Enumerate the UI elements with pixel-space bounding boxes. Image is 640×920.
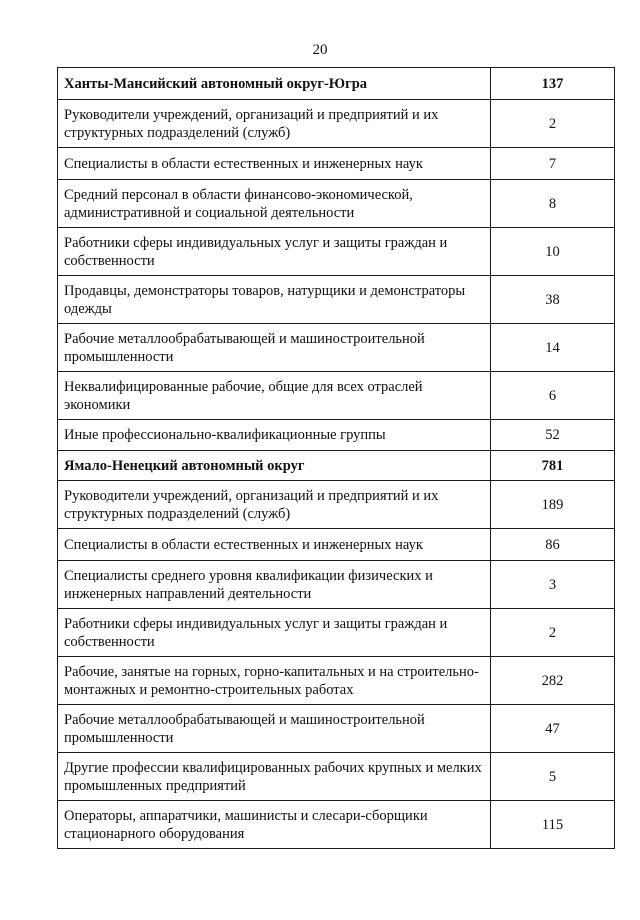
- occupation-count: 5: [491, 753, 615, 801]
- occupation-count: 10: [491, 228, 615, 276]
- occupation-label: Руководители учреждений, организаций и предприятий и их структурных подразделений (служб): [58, 100, 491, 148]
- table-row: [58, 561, 615, 609]
- occupation-count: 7: [491, 148, 615, 180]
- table-row: [58, 148, 615, 180]
- table-row: [58, 276, 615, 324]
- occupation-table: [57, 67, 615, 849]
- table-row: [58, 372, 615, 420]
- occupation-label: Продавцы, демонстраторы товаров, натурщики и демонстраторы одежды: [58, 276, 491, 324]
- occupation-label: Рабочие металлообрабатывающей и машиностроительной промышленности: [58, 705, 491, 753]
- table-row: [58, 324, 615, 372]
- table-row: [58, 481, 615, 529]
- table-row: [58, 609, 615, 657]
- occupation-label: Рабочие металлообрабатывающей и машиностроительной промышленности: [58, 324, 491, 372]
- occupation-label: Другие профессии квалифицированных рабочих крупных и мелких промышленных предприятий: [58, 753, 491, 801]
- occupation-count: 6: [491, 372, 615, 420]
- occupation-label: Специалисты в области естественных и инженерных наук: [58, 529, 491, 561]
- occupation-count: 86: [491, 529, 615, 561]
- occupation-count: 189: [491, 481, 615, 529]
- occupation-label: Рабочие, занятые на горных, горно-капитальных и на строительно-монтажных и ремонтно-строительных работах: [58, 657, 491, 705]
- occupation-count: 8: [491, 180, 615, 228]
- occupation-count: 14: [491, 324, 615, 372]
- occupation-label: Специалисты среднего уровня квалификации физических и инженерных направлений деятельности: [58, 561, 491, 609]
- occupation-count: 282: [491, 657, 615, 705]
- occupation-label: Работники сферы индивидуальных услуг и защиты граждан и собственности: [58, 609, 491, 657]
- region-name: Ханты-Мансийский автономный округ-Югра: [58, 68, 491, 100]
- table-row: [58, 228, 615, 276]
- occupation-count: 2: [491, 609, 615, 657]
- region-name: Ямало-Ненецкий автономный округ: [58, 451, 491, 481]
- table-row: [58, 529, 615, 561]
- table-row: [58, 753, 615, 801]
- occupation-label: Средний персонал в области финансово-экономической, административной и социальной деятельности: [58, 180, 491, 228]
- occupation-count: 3: [491, 561, 615, 609]
- table-row-region: [58, 451, 615, 481]
- occupation-count: 52: [491, 420, 615, 451]
- occupation-count: 47: [491, 705, 615, 753]
- occupation-label: Иные профессионально-квалификационные группы: [58, 420, 491, 451]
- occupation-label: Работники сферы индивидуальных услуг и защиты граждан и собственности: [58, 228, 491, 276]
- table-row: [58, 705, 615, 753]
- occupation-label: Операторы, аппаратчики, машинисты и слесари-сборщики стационарного оборудования: [58, 801, 491, 849]
- occupation-label: Руководители учреждений, организаций и предприятий и их структурных подразделений (служб): [58, 481, 491, 529]
- table-row: [58, 180, 615, 228]
- region-total: 781: [491, 451, 615, 481]
- region-total: 137: [491, 68, 615, 100]
- occupation-label: Специалисты в области естественных и инженерных наук: [58, 148, 491, 180]
- occupation-count: 2: [491, 100, 615, 148]
- table-row-region: [58, 68, 615, 100]
- table-row: [58, 100, 615, 148]
- table-row: [58, 801, 615, 849]
- occupation-count: 115: [491, 801, 615, 849]
- table-row: [58, 657, 615, 705]
- occupation-count: 38: [491, 276, 615, 324]
- page-number: 20: [312, 42, 328, 58]
- table-row: [58, 420, 615, 451]
- occupation-label: Неквалифицированные рабочие, общие для всех отраслей экономики: [58, 372, 491, 420]
